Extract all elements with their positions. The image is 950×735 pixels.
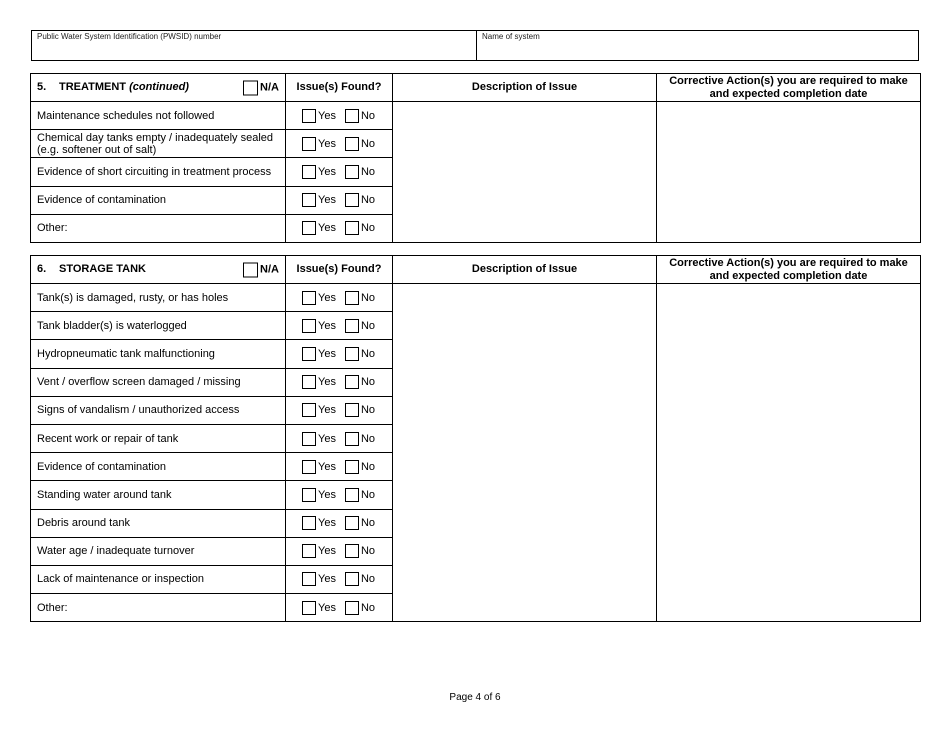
issue-found-options — [286, 424, 393, 452]
description-header: Description of Issue — [393, 74, 657, 102]
issue-found-options — [286, 340, 393, 368]
yes-checkbox[interactable] — [302, 516, 316, 530]
issue-found-options — [286, 537, 393, 565]
checklist-item-label: Maintenance schedules not followed — [31, 102, 286, 130]
yes-checkbox[interactable] — [302, 460, 316, 474]
yes-label: Yes — [318, 460, 336, 473]
issues-found-header: Issue(s) Found? — [286, 256, 393, 284]
no-checkbox[interactable] — [345, 221, 359, 235]
no-label: No — [360, 137, 376, 150]
description-header: Description of Issue — [393, 256, 657, 284]
no-label: No — [360, 376, 376, 389]
yes-checkbox[interactable] — [302, 291, 316, 305]
yes-label: Yes — [318, 376, 336, 389]
no-checkbox[interactable] — [345, 544, 359, 558]
description-input-area[interactable] — [393, 284, 657, 622]
issue-found-options — [286, 158, 393, 186]
section-5-na-checkbox[interactable] — [243, 80, 258, 95]
checklist-item-label: Recent work or repair of tank — [31, 424, 286, 452]
yes-label: Yes — [318, 291, 336, 304]
yes-checkbox[interactable] — [302, 109, 316, 123]
issue-found-options — [286, 186, 393, 214]
checklist-item-label: Hydropneumatic tank malfunctioning — [31, 340, 286, 368]
yes-checkbox[interactable] — [302, 375, 316, 389]
section-5-na: N/A — [243, 80, 279, 95]
yes-label: Yes — [318, 601, 336, 614]
section-5-title: 5. TREATMENT (continued) N/A — [31, 74, 286, 102]
corrective-action-input-area[interactable] — [657, 102, 921, 243]
yes-checkbox[interactable] — [302, 347, 316, 361]
checklist-item-label: Tank(s) is damaged, rusty, or has holes — [31, 284, 286, 312]
yes-checkbox[interactable] — [302, 403, 316, 417]
yes-label: Yes — [318, 545, 336, 558]
no-checkbox[interactable] — [345, 291, 359, 305]
issue-found-options — [286, 102, 393, 130]
yes-checkbox[interactable] — [302, 601, 316, 615]
checklist-item-label: Debris around tank — [31, 509, 286, 537]
yes-checkbox[interactable] — [302, 432, 316, 446]
no-label: No — [360, 165, 376, 178]
description-input-area[interactable] — [393, 102, 657, 243]
checklist-item-label: Vent / overflow screen damaged / missing — [31, 368, 286, 396]
no-label: No — [360, 319, 376, 332]
issue-found-options — [286, 509, 393, 537]
checklist-item-label: Water age / inadequate turnover — [31, 537, 286, 565]
no-label: No — [360, 404, 376, 417]
section-6-na-checkbox[interactable] — [243, 262, 258, 277]
yes-checkbox[interactable] — [302, 221, 316, 235]
yes-label: Yes — [318, 137, 336, 150]
yes-checkbox[interactable] — [302, 544, 316, 558]
issue-found-options — [286, 481, 393, 509]
no-checkbox[interactable] — [345, 319, 359, 333]
no-checkbox[interactable] — [345, 460, 359, 474]
no-label: No — [360, 194, 376, 207]
issues-found-header: Issue(s) Found? — [286, 74, 393, 102]
section-6-title: 6. STORAGE TANK N/A — [31, 256, 286, 284]
section-6-na: N/A — [243, 262, 279, 277]
checklist-item-label: Standing water around tank — [31, 481, 286, 509]
no-label: No — [360, 109, 376, 122]
no-checkbox[interactable] — [345, 137, 359, 151]
yes-checkbox[interactable] — [302, 572, 316, 586]
no-label: No — [360, 545, 376, 558]
yes-checkbox[interactable] — [302, 193, 316, 207]
system-name-field[interactable] — [477, 31, 918, 60]
no-checkbox[interactable] — [345, 516, 359, 530]
issue-found-options — [286, 130, 393, 158]
yes-label: Yes — [318, 222, 336, 235]
no-label: No — [360, 573, 376, 586]
no-checkbox[interactable] — [345, 375, 359, 389]
issue-found-options — [286, 368, 393, 396]
yes-label: Yes — [318, 404, 336, 417]
checklist-item-label: Evidence of contamination — [31, 453, 286, 481]
no-checkbox[interactable] — [345, 403, 359, 417]
checklist-item-label: Evidence of short circuiting in treatment process — [31, 158, 286, 186]
corrective-action-header: Corrective Action(s) you are required to make and expected completion date — [657, 74, 921, 102]
no-label: No — [360, 488, 376, 501]
yes-label: Yes — [318, 517, 336, 530]
yes-label: Yes — [318, 194, 336, 207]
no-checkbox[interactable] — [345, 347, 359, 361]
yes-label: Yes — [318, 109, 336, 122]
issue-found-options — [286, 453, 393, 481]
checklist-item-label: Evidence of contamination — [31, 186, 286, 214]
yes-label: Yes — [318, 347, 336, 360]
issue-found-options — [286, 396, 393, 424]
yes-label: Yes — [318, 165, 336, 178]
yes-label: Yes — [318, 573, 336, 586]
section-5-title-suffix: (continued) — [129, 81, 189, 93]
no-checkbox[interactable] — [345, 109, 359, 123]
no-label: No — [360, 460, 376, 473]
no-label: No — [360, 517, 376, 530]
no-label: No — [360, 222, 376, 235]
issue-found-options — [286, 214, 393, 242]
issue-found-options — [286, 312, 393, 340]
corrective-action-header: Corrective Action(s) you are required to make and expected completion date — [657, 256, 921, 284]
system-name-label: Name of system — [482, 32, 540, 41]
no-checkbox[interactable] — [345, 165, 359, 179]
yes-label: Yes — [318, 488, 336, 501]
system-info-header — [31, 30, 919, 61]
issue-found-options — [286, 284, 393, 312]
yes-checkbox[interactable] — [302, 137, 316, 151]
checklist-item-label: Other: — [31, 214, 286, 242]
section-5-treatment-table — [30, 73, 921, 243]
checklist-item-label: Signs of vandalism / unauthorized access — [31, 396, 286, 424]
pwsid-field[interactable] — [32, 31, 477, 60]
no-checkbox[interactable] — [345, 601, 359, 615]
no-label: No — [360, 291, 376, 304]
yes-checkbox[interactable] — [302, 165, 316, 179]
no-checkbox[interactable] — [345, 193, 359, 207]
yes-label: Yes — [318, 319, 336, 332]
checklist-item-label: Tank bladder(s) is waterlogged — [31, 312, 286, 340]
checklist-item-label: Lack of maintenance or inspection — [31, 565, 286, 593]
no-checkbox[interactable] — [345, 572, 359, 586]
no-checkbox[interactable] — [345, 432, 359, 446]
yes-checkbox[interactable] — [302, 319, 316, 333]
issue-found-options — [286, 594, 393, 622]
pwsid-label: Public Water System Identification (PWSID) number — [37, 32, 222, 41]
no-label: No — [360, 347, 376, 360]
issue-found-options — [286, 565, 393, 593]
checklist-item-label: Other: — [31, 594, 286, 622]
checklist-item-label: Chemical day tanks empty / inadequately sealed (e.g. softener out of salt) — [31, 130, 286, 158]
yes-label: Yes — [318, 432, 336, 445]
no-label: No — [360, 432, 376, 445]
checklist-row — [31, 102, 921, 130]
yes-checkbox[interactable] — [302, 488, 316, 502]
no-label: No — [360, 601, 376, 614]
section-6-storage-tank-table — [30, 255, 921, 622]
corrective-action-input-area[interactable] — [657, 284, 921, 622]
no-checkbox[interactable] — [345, 488, 359, 502]
page-number: Page 4 of 6 — [449, 692, 501, 703]
checklist-row — [31, 284, 921, 312]
